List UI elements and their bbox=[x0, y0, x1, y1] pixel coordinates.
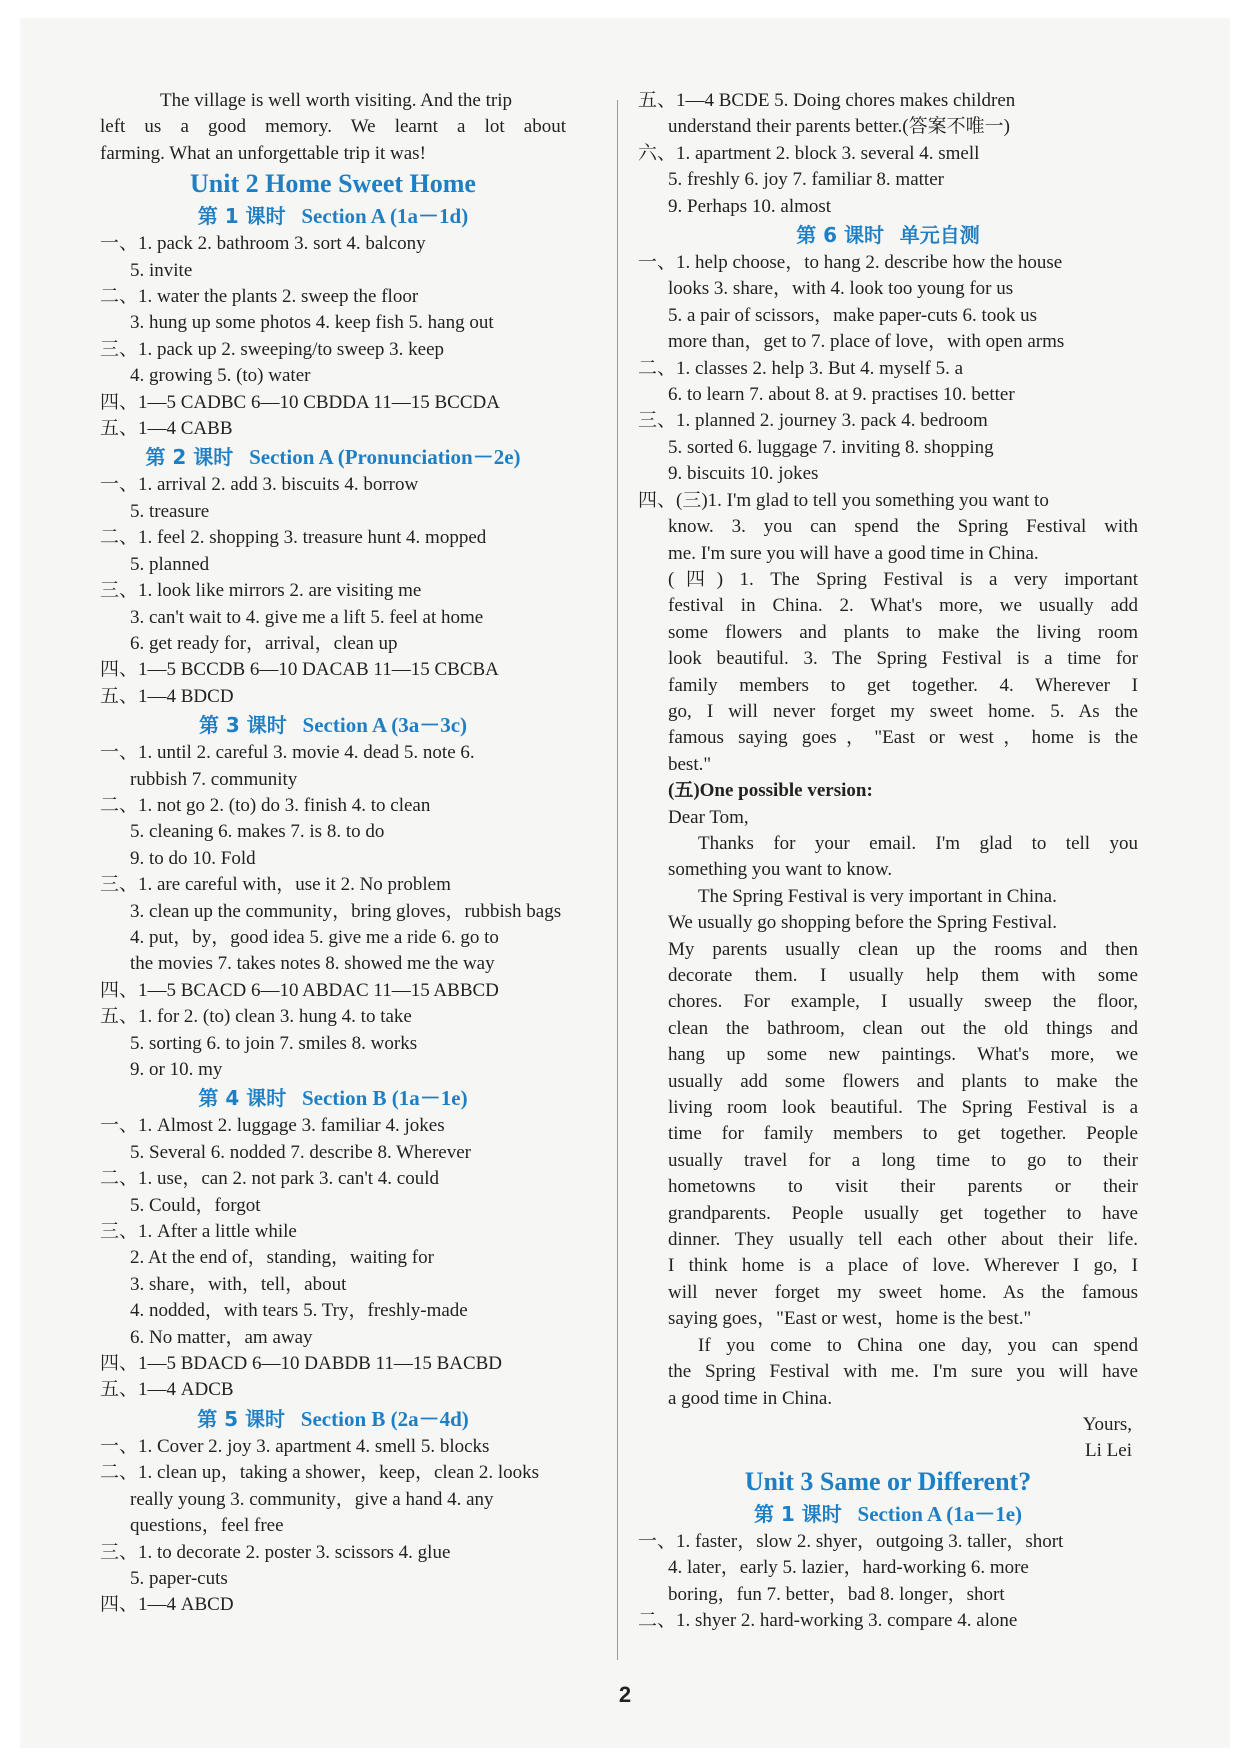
answer-line: 六、1. apartment 2. block 3. several 4. smell bbox=[638, 142, 980, 164]
answer-line: My parents usually clean up the rooms and then bbox=[668, 938, 1138, 960]
lesson-heading bbox=[100, 710, 566, 740]
answer-line: 三、1. look like mirrors 2. are visiting me bbox=[100, 580, 422, 602]
answer-line: 二、1. classes 2. help 3. But 4. myself 5. a bbox=[638, 357, 964, 379]
answer-line: clean the bathroom, clean out the old things and bbox=[668, 1017, 1138, 1039]
answer-line: 9. biscuits 10. jokes bbox=[668, 463, 819, 485]
answer-line: Yours, bbox=[1082, 1413, 1132, 1435]
answer-line: 二、1. water the plants 2. sweep the floor bbox=[100, 286, 419, 308]
answer-line: I think home is a place of love. Wherever I go, I bbox=[668, 1255, 1138, 1277]
answer-line: Li Lei bbox=[1085, 1440, 1132, 1462]
answer-line: 4. later，early 5. lazier，hard-working 6. more bbox=[668, 1557, 1029, 1579]
answer-line: 三、1. are careful with，use it 2. No problem bbox=[100, 874, 451, 896]
answer-line: 二、1. feel 2. shopping 3. treasure hunt 4. mopped bbox=[100, 527, 487, 549]
answer-line: farming. What an unforgettable trip it was! bbox=[100, 142, 426, 164]
answer-line: dinner. They usually tell each other about their life. bbox=[668, 1229, 1138, 1251]
answer-line: 4. growing 5. (to) water bbox=[130, 365, 311, 387]
lesson-heading bbox=[100, 442, 566, 472]
answer-line: more than，get to 7. place of love，with open arms bbox=[668, 331, 1065, 353]
answer-line: 5. paper-cuts bbox=[130, 1567, 228, 1589]
column-divider bbox=[617, 100, 618, 1660]
answer-line: Dear Tom, bbox=[668, 806, 749, 828]
answer-line: 二、1. clean up，taking a shower，keep，clean 2. looks bbox=[100, 1462, 539, 1484]
section-title: 单元自测 bbox=[899, 223, 980, 248]
answer-line: 9. to do 10. Fold bbox=[130, 847, 256, 869]
answer-line: 9. or 10. my bbox=[130, 1059, 223, 1080]
answer-line: 3. clean up the community，bring gloves，rubbish bags bbox=[130, 900, 562, 922]
answer-line: left us a good memory. We learnt a lot about bbox=[100, 116, 566, 138]
answer-line: really young 3. community，give a hand 4. any bbox=[130, 1488, 494, 1510]
answer-line: 5. sorting 6. to join 7. smiles 8. works bbox=[130, 1032, 418, 1054]
answer-line: go, I will never forget my sweet home. 5. As the bbox=[668, 700, 1138, 722]
answer-line: 9. Perhaps 10. almost bbox=[668, 195, 832, 217]
lesson-number: 第 4 课时 bbox=[198, 1086, 287, 1111]
answer-line: 三、1. After a little while bbox=[100, 1221, 297, 1243]
answer-line: 4. nodded，with tears 5. Try，freshly-made bbox=[130, 1300, 468, 1322]
answer-line: 5. invite bbox=[130, 259, 193, 281]
answer-line: 3. can't wait to 4. give me a lift 5. feel at home bbox=[130, 606, 484, 628]
answer-line: 五、1—4 CABB bbox=[100, 418, 233, 440]
lesson-heading bbox=[100, 201, 566, 231]
answer-line: chores. For example, I usually sweep the floor, bbox=[668, 991, 1138, 1013]
answer-line: 3. hung up some photos 4. keep fish 5. hang out bbox=[130, 312, 494, 334]
answer-line: 4. put，by，good idea 5. give me a ride 6. go to bbox=[130, 926, 499, 948]
answer-line: The village is well worth visiting. And the trip bbox=[160, 90, 512, 111]
answer-line: 一、1. Cover 2. joy 3. apartment 4. smell 5. blocks bbox=[100, 1435, 490, 1457]
answer-line: 一、1. Almost 2. luggage 3. familiar 4. jokes bbox=[100, 1115, 445, 1137]
answer-line: 5. Several 6. nodded 7. describe 8. Wherever bbox=[130, 1141, 471, 1163]
answer-line: 5. a pair of scissors，make paper-cuts 6. took us bbox=[668, 304, 1037, 326]
answer-line: hang up some new paintings. What's more, we bbox=[668, 1044, 1138, 1066]
answer-line: time for family members to get together. People bbox=[668, 1123, 1138, 1145]
answer-line: understand their parents better.(答案不唯一) bbox=[668, 116, 1010, 138]
answer-line: the movies 7. takes notes 8. showed me the way bbox=[130, 953, 495, 975]
answer-line: usually travel for a long time to go to their bbox=[668, 1149, 1138, 1171]
answer-line: The Spring Festival is very important in China. bbox=[698, 885, 1057, 907]
lesson-heading bbox=[100, 1083, 566, 1113]
answer-line: 一、1. pack 2. bathroom 3. sort 4. balcony bbox=[100, 233, 426, 255]
answer-line: saying goes，"East or west，home is the best." bbox=[668, 1308, 1032, 1330]
answer-line: 6. get ready for，arrival，clean up bbox=[130, 632, 398, 654]
answer-line: some flowers and plants to make the living room bbox=[668, 621, 1138, 643]
lesson-number: 第 2 课时 bbox=[145, 445, 234, 470]
answer-line: 二、1. not go 2. (to) do 3. finish 4. to clean bbox=[100, 794, 431, 816]
answer-line: questions，feel free bbox=[130, 1515, 284, 1537]
section-title: Section A (1a－1e) bbox=[857, 1501, 1023, 1526]
answer-line: 四、1—5 BCCDB 6—10 DACAB 11—15 CBCBA bbox=[100, 659, 499, 681]
answer-line: a good time in China. bbox=[668, 1387, 833, 1409]
answer-line: 三、1. pack up 2. sweeping/to sweep 3. keep bbox=[100, 338, 445, 360]
answer-line: 6. to learn 7. about 8. at 9. practises 10. better bbox=[668, 384, 1015, 406]
right-column bbox=[638, 88, 1138, 1634]
lesson-heading bbox=[100, 1404, 566, 1434]
answer-line: 5. Could，forgot bbox=[130, 1194, 261, 1216]
answer-line: something you want to know. bbox=[668, 859, 893, 881]
answer-line: 2. At the end of，standing，waiting for bbox=[130, 1247, 434, 1269]
answer-line: 四、1—5 BCACD 6—10 ABDAC 11—15 ABBCD bbox=[100, 979, 499, 1001]
answer-line: 四、1—5 BDACD 6—10 DABDB 11—15 BACBD bbox=[100, 1353, 503, 1375]
section-title: Section B (2a－4d) bbox=[300, 1406, 469, 1431]
answer-line: We usually go shopping before the Spring Festival. bbox=[668, 912, 1057, 934]
answer-line: Thanks for your email. I'm glad to tell you bbox=[698, 832, 1138, 854]
section-title: Section A (Pronunciation－2e) bbox=[249, 445, 521, 470]
answer-line: 二、1. shyer 2. hard-working 3. compare 4. alone bbox=[638, 1609, 1018, 1631]
answer-line: boring，fun 7. better，bad 8. longer，short bbox=[668, 1583, 1005, 1605]
answer-line: (五)One possible version: bbox=[668, 780, 873, 802]
answer-line: best." bbox=[668, 753, 712, 775]
answer-line: 三、1. planned 2. journey 3. pack 4. bedroom bbox=[638, 410, 988, 432]
answer-line: the Spring Festival with me. I'm sure you will have bbox=[668, 1361, 1138, 1383]
answer-line: 一、1. help choose，to hang 2. describe how the house bbox=[638, 252, 1063, 274]
answer-line: hometowns to visit their parents or their bbox=[668, 1176, 1138, 1198]
lesson-heading bbox=[638, 220, 1138, 250]
lesson-number: 第 3 课时 bbox=[198, 713, 287, 738]
lesson-number: 第 5 课时 bbox=[197, 1406, 286, 1431]
answer-line: 五、1—4 ADCB bbox=[100, 1379, 234, 1401]
answer-line: 五、1. for 2. (to) clean 3. hung 4. to take bbox=[100, 1006, 412, 1028]
answer-line: famous saying goes，"East or west，home is the bbox=[668, 727, 1138, 749]
answer-line: 二、1. use，can 2. not park 3. can't 4. could bbox=[100, 1168, 440, 1190]
page-number: 2 bbox=[618, 1682, 632, 1707]
answer-line: 5. treasure bbox=[130, 500, 210, 522]
lesson-heading bbox=[638, 1499, 1138, 1529]
lesson-number: 第 6 课时 bbox=[796, 223, 885, 248]
answer-line: family members to get together. 4. Wherever I bbox=[668, 674, 1138, 696]
answer-line: me. I'm sure you will have a good time in China. bbox=[668, 542, 1039, 564]
answer-line: will never forget my sweet home. As the famous bbox=[668, 1281, 1138, 1303]
section-title: Section B (1a－1e) bbox=[301, 1086, 468, 1111]
unit-heading: Unit 3 Same or Different? bbox=[744, 1466, 1032, 1496]
answer-line: 四、(三)1. I'm glad to tell you something you want to bbox=[638, 489, 1049, 511]
answer-line: 一、1. until 2. careful 3. movie 4. dead 5. note 6. bbox=[100, 742, 475, 764]
answer-line: 5. planned bbox=[130, 553, 210, 575]
answer-line: 五、1—4 BDCD bbox=[100, 685, 234, 707]
unit-heading: Unit 2 Home Sweet Home bbox=[190, 169, 476, 199]
answer-line: (四) 1. The Spring Festival is a very important bbox=[668, 568, 1138, 590]
left-column bbox=[100, 88, 566, 1619]
answer-line: rubbish 7. community bbox=[130, 768, 298, 790]
answer-line: 5. sorted 6. luggage 7. inviting 8. shopping bbox=[668, 436, 994, 458]
answer-line: look beautiful. 3. The Spring Festival is a time for bbox=[668, 648, 1138, 670]
answer-line: 四、1—5 CADBC 6—10 CBDDA 11—15 BCCDA bbox=[100, 391, 500, 413]
section-title: Section A (1a－1d) bbox=[301, 204, 469, 229]
section-title: Section A (3a－3c) bbox=[302, 713, 468, 738]
answer-line: know. 3. you can spend the Spring Festival with bbox=[668, 516, 1138, 538]
answer-line: grandparents. People usually get together to have bbox=[668, 1202, 1138, 1224]
answer-line: 一、1. arrival 2. add 3. biscuits 4. borrow bbox=[100, 474, 419, 496]
answer-line: If you come to China one day, you can spend bbox=[698, 1334, 1138, 1356]
answer-line: 5. cleaning 6. makes 7. is 8. to do bbox=[130, 821, 385, 843]
answer-line: 三、1. to decorate 2. poster 3. scissors 4. glue bbox=[100, 1541, 451, 1563]
answer-line: 5. freshly 6. joy 7. familiar 8. matter bbox=[668, 169, 944, 191]
answer-line: looks 3. share，with 4. look too young for us bbox=[668, 278, 1014, 300]
lesson-number: 第 1 课时 bbox=[197, 204, 286, 229]
answer-line: 一、1. faster，slow 2. shyer，outgoing 3. taller，short bbox=[638, 1530, 1064, 1552]
answer-line: 五、1—4 BCDE 5. Doing chores makes children bbox=[638, 90, 1016, 111]
answer-line: living room look beautiful. The Spring Festival is a bbox=[668, 1097, 1138, 1119]
answer-line: festival in China. 2. What's more, we usually add bbox=[668, 595, 1138, 617]
answer-line: 6. No matter，am away bbox=[130, 1326, 313, 1348]
answer-line: usually add some flowers and plants to make the bbox=[668, 1070, 1138, 1092]
answer-line: decorate them. I usually help them with some bbox=[668, 965, 1138, 986]
answer-line: 四、1—4 ABCD bbox=[100, 1594, 234, 1616]
answer-line: 3. share，with，tell，about bbox=[130, 1273, 347, 1295]
lesson-number: 第 1 课时 bbox=[753, 1501, 842, 1526]
